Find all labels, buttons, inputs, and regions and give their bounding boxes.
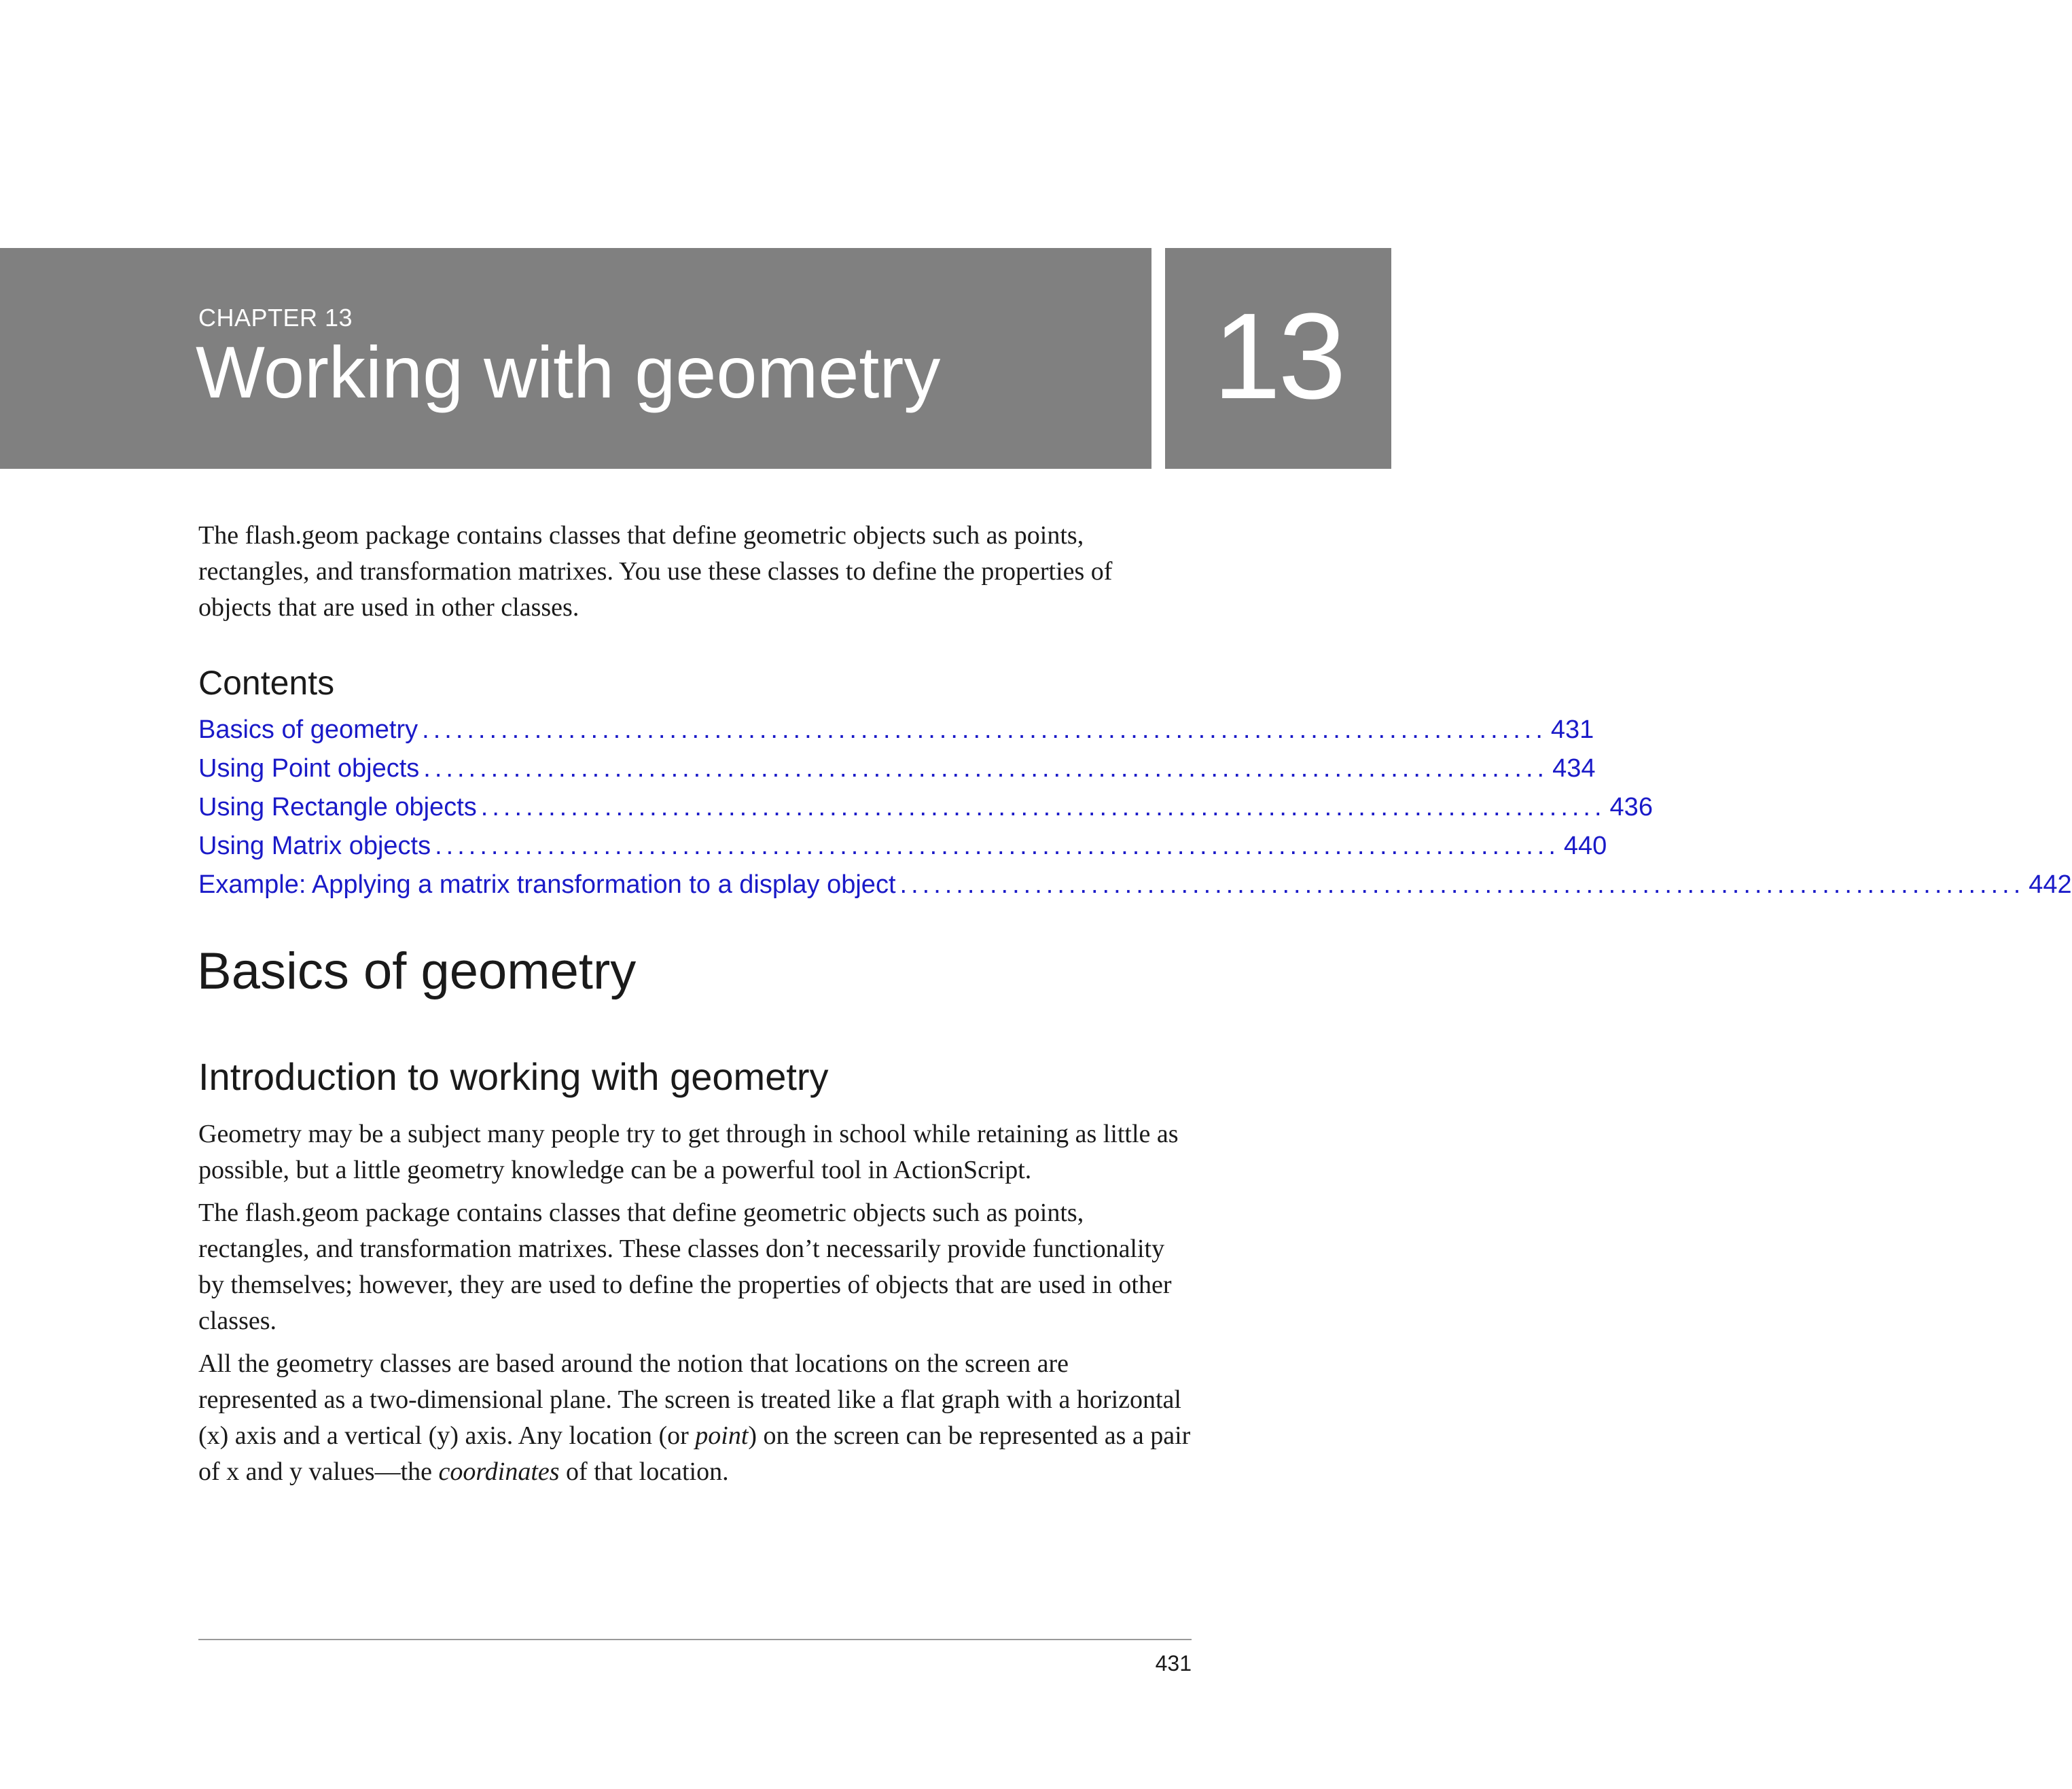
intro-paragraph: The flash.geom package contains classes that define geometric objects such as points, rectangles, and transformation matrixes. You use these classes to define the properties of objects that are used in other classes. — [198, 521, 1113, 622]
toc-item-page[interactable]: 431 — [1550, 715, 1594, 744]
toc-item-page[interactable]: 440 — [1563, 832, 1607, 860]
toc-item-example-matrix-transformation[interactable] — [198, 866, 2072, 904]
page-number: 431 — [1155, 1651, 1192, 1676]
toc-item-page[interactable]: 442 — [2029, 870, 2072, 899]
section-heading: Basics of geometry — [197, 942, 637, 1000]
toc-leader-dots: .................................................................................................... — [899, 870, 2025, 899]
body-paragraph-3 — [198, 1346, 1192, 1490]
paragraph-text: ) on the screen can be represented as a pair of x and y values—the — [198, 1421, 1191, 1486]
paragraph-text: of that location. — [559, 1457, 729, 1486]
toc-leader-dots: .................................................................................................... — [435, 832, 1560, 860]
toc-leader-dots: .................................................................................................... — [422, 715, 1547, 744]
section-body — [198, 1116, 1192, 1497]
toc-item-page[interactable]: 436 — [1609, 793, 1653, 821]
toc-item-basics-of-geometry[interactable] — [198, 711, 1594, 749]
subsection-heading: Introduction to working with geometry — [198, 1055, 829, 1098]
toc-item-label[interactable]: Using Matrix objects — [198, 832, 431, 860]
chapter-number: 13 — [1213, 288, 1344, 425]
toc-item-using-rectangle-objects[interactable] — [198, 788, 1653, 827]
paragraph-text: All the geometry classes are based around the notion that locations on the screen are represented as a two-dimensional plane. The screen is treated like a flat graph with a horizontal (x) axis and a vertical (y) axis. Any location (or — [198, 1349, 1181, 1450]
contents-heading: Contents — [198, 664, 335, 702]
chapter-title: Working with geometry — [196, 331, 941, 413]
table-of-contents — [198, 711, 2072, 904]
emphasized-term-coordinates: coordinates — [438, 1457, 560, 1486]
toc-item-label[interactable]: Basics of geometry — [198, 715, 418, 744]
footer-divider — [198, 1639, 1192, 1640]
toc-item-label[interactable]: Example: Applying a matrix transformation to a display object — [198, 870, 896, 899]
chapter-label: CHAPTER 13 — [198, 304, 353, 332]
toc-item-using-point-objects[interactable] — [198, 749, 1596, 788]
toc-item-label[interactable]: Using Rectangle objects — [198, 793, 477, 821]
emphasized-term-point: point — [695, 1421, 749, 1450]
toc-leader-dots: .................................................................................................... — [423, 754, 1549, 783]
body-paragraph-2: The flash.geom package contains classes that define geometric objects such as points, rectangles, and transformation matrixes. These classes don’t necessarily provide functionality by themselves; however, they are used to define the properties of objects that are used in other classes. — [198, 1199, 1172, 1335]
toc-item-label[interactable]: Using Point objects — [198, 754, 420, 783]
toc-leader-dots: .................................................................................................... — [480, 793, 1606, 821]
body-paragraph-1: Geometry may be a subject many people try to get through in school while retaining as little as possible, but a little geometry knowledge can be a powerful tool in ActionScript. — [198, 1120, 1179, 1184]
toc-item-page[interactable]: 434 — [1552, 754, 1596, 783]
toc-item-using-matrix-objects[interactable] — [198, 827, 1607, 866]
